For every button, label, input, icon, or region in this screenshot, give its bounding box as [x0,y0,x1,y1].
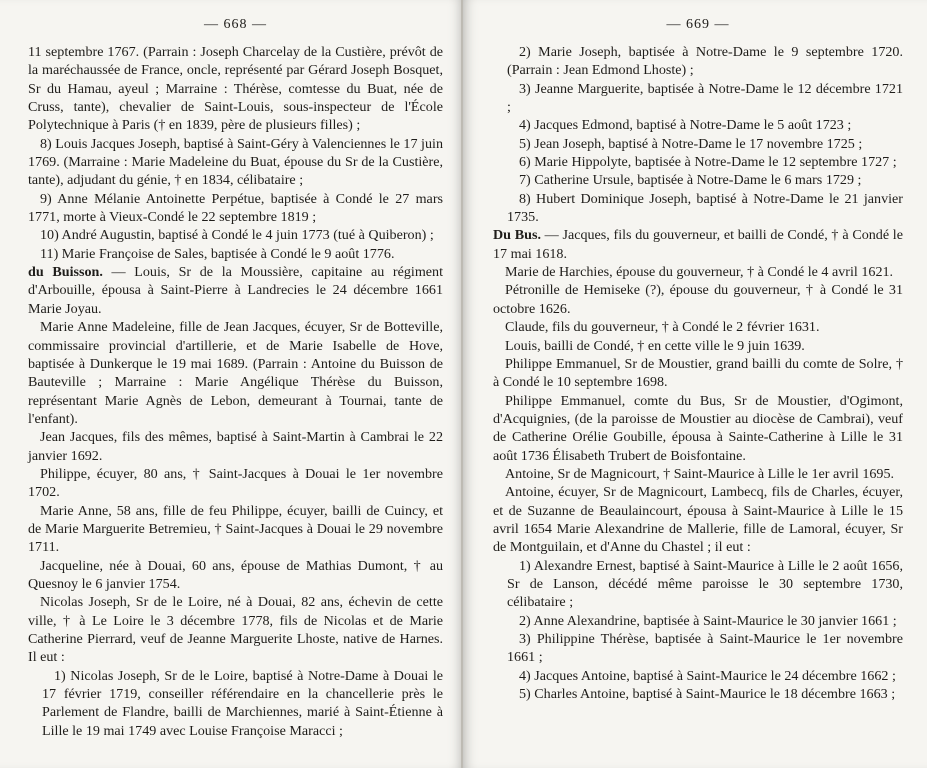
paragraph: Marie Anne Madeleine, fille de Jean Jacques, écuyer, Sr de Botteville, commissaire provincial d'artillerie, et de Marie Isabelle de Hove, baptisée à Dunkerque le 19 mai 1689. (Parrain : Antoine du Buisson de Bauteville ; Marraine : Marie Angélique Thérèse du Buisson, représentant Marie Agnès de Lebon, demeurant à Tournai, tante de l'enfant). [28,319,443,427]
entry-paragraph [493,226,903,263]
paragraph: Antoine, écuyer, Sr de Magnicourt, Lambecq, fils de Charles, écuyer, et de Suzanne de Beaulaincourt, épousa à Saint-Maurice à Lille le 15 avril 1654 Marie Alexandrine de Mallerie, fille de Lamoral, écuyer, Sr de Montguilain, et d'Anne du Chastel ; il eut : [493,484,903,556]
entry-paragraph [28,263,443,318]
right-page-text [493,43,903,703]
child-paragraph: 5) Jean Joseph, baptisé à Notre-Dame le 17 novembre 1725 ; [519,135,863,152]
entry-heading: Du Bus. [493,227,541,244]
child-paragraph: 3) Jeanne Marguerite, baptisée à Notre-Dame le 12 décembre 1721 ; [507,80,903,116]
paragraph: Antoine, Sr de Magnicourt, † Saint-Maurice à Lille le 1er avril 1695. [505,465,895,482]
paragraph: Nicolas Joseph, Sr de le Loire, né à Douai, 82 ans, échevin de cette ville, † à Le Loire le 3 décembre 1778, fils de Nicolas et de Marie Catherine Pierrard, veuf de Jeanne Marguerite Lhoste, native de Harnes. Il eut : [28,594,443,666]
paragraph: Jean Jacques, fils des mêmes, baptisé à Saint-Martin à Cambrai le 22 janvier 1692. [28,429,443,464]
paragraph: Pétronille de Hemiseke (?), épouse du gouverneur, † à Condé le 31 octobre 1626. [493,282,903,317]
paragraph: Marie Anne, 58 ans, fille de feu Philippe, écuyer, bailli de Cuincy, et de Marie Marguerite Betremieu, † Saint-Jacques à Douai le 29 novembre 1711. [28,502,443,556]
paragraph: 11) Marie Françoise de Sales, baptisée à Condé le 9 août 1776. [40,245,395,262]
child-paragraph: 1) Nicolas Joseph, Sr de le Loire, baptisé à Notre-Dame à Douai le 17 février 1719, conseiller référendaire en la chancellerie près le Parlement de Flandre, bailli de Marchiennes, marié à Saint-Étienne à Lille le 19 mai 1749 avec Louise Françoise Maracci ; [42,667,443,739]
child-paragraph: 6) Marie Hippolyte, baptisée à Notre-Dame le 12 septembre 1727 ; [519,154,897,171]
entry-text: — Louis, Sr de la Moussière, capitaine au régiment d'Arbouille, épousa à Saint-Pierre à Landrecies le 24 décembre 1661 Marie Joyau. [28,264,444,317]
paragraph: Philippe, écuyer, 80 ans, † Saint-Jacques à Douai le 1er novembre 1702. [28,465,443,501]
child-paragraph: 2) Marie Joseph, baptisée à Notre-Dame le 9 septembre 1720. (Parrain : Jean Edmond Lhoste) ; [507,44,903,79]
paragraph: Louis, bailli de Condé, † en cette ville le 9 juin 1639. [505,337,805,354]
child-paragraph: 8) Hubert Dominique Joseph, baptisé à Notre-Dame le 21 janvier 1735. [507,190,903,226]
page-number-right: — 669 — [666,17,730,32]
paragraph: 10) André Augustin, baptisé à Condé le 4 juin 1773 (tué à Quiberon) ; [40,227,434,244]
child-paragraph: 1) Alexandre Ernest, baptisé à Saint-Maurice à Lille le 2 août 1656, Sr de Lanson, décédé même paroisse le 30 septembre 1730, célibataire ; [507,557,903,611]
paragraph: Philippe Emmanuel, Sr de Moustier, grand bailli du comte de Solre, † à Condé le 10 septembre 1698. [493,355,903,391]
child-paragraph: 3) Philippine Thérèse, baptisée à Saint-Maurice le 1er novembre 1661 ; [507,631,903,666]
entry-text: — Jacques, fils du gouverneur, et bailli de Condé, † à Condé le 17 mai 1618. [493,227,903,262]
child-paragraph: 4) Jacques Antoine, baptisé à Saint-Maurice le 24 décembre 1662 ; [519,667,896,684]
right-page [463,0,927,768]
child-paragraph: 4) Jacques Edmond, baptisé à Notre-Dame le 5 août 1723 ; [519,117,852,134]
entry-heading: du Buisson. [28,264,103,281]
child-paragraph: 5) Charles Antoine, baptisé à Saint-Maurice le 18 décembre 1663 ; [519,686,896,703]
paragraph: 9) Anne Mélanie Antoinette Perpétue, baptisée à Condé le 27 mars 1771, morte à Vieux-Condé le 22 septembre 1819 ; [28,190,443,226]
paragraph: Philippe Emmanuel, comte du Bus, Sr de Moustier, d'Ogimont, d'Acquignies, (de la paroisse de Moustier au diocèse de Cambrai), veuf de Catherine Orélie Goubille, épousa à Sainte-Catherine à Lille le 31 août 1736 Élisabeth Trubert de Boisfontaine. [493,392,903,464]
paragraph: Claude, fils du gouverneur, † à Condé le 2 février 1631. [505,319,820,336]
child-paragraph: 2) Anne Alexandrine, baptisée à Saint-Maurice le 30 janvier 1661 ; [519,612,897,629]
paragraph: 11 septembre 1767. (Parrain : Joseph Charcelay de la Custière, prévôt de la maréchaussée de France, oncle, représenté par Gérard Joseph Bosquet, Sr du Hamau, ayeul ; Marraine : Thérèse, comtesse du Buat, née de Cruss, tante), chevalier de Saint-Louis, sous-inspecteur de l'École Polytechnique à Paris († en 1839, père de plusieurs filles) ; [28,44,443,134]
child-paragraph: 7) Catherine Ursule, baptisée à Notre-Dame le 6 mars 1729 ; [519,172,862,189]
paragraph: Jacqueline, née à Douai, 60 ans, épouse de Mathias Dumont, † au Quesnoy le 6 janvier 1754. [28,557,443,592]
page-number-left: — 668 — [204,17,267,32]
left-page-text [28,43,443,740]
paragraph: 8) Louis Jacques Joseph, baptisé à Saint-Géry à Valenciennes le 17 juin 1769. (Marraine : Marie Madeleine du Buat, épouse du Sr de la Custière, tante), adjudant du génie, † en 1834, célibataire ; [28,135,443,189]
paragraph: Marie de Harchies, épouse du gouverneur, † à Condé le 4 avril 1621. [505,264,894,281]
left-page [0,0,463,768]
